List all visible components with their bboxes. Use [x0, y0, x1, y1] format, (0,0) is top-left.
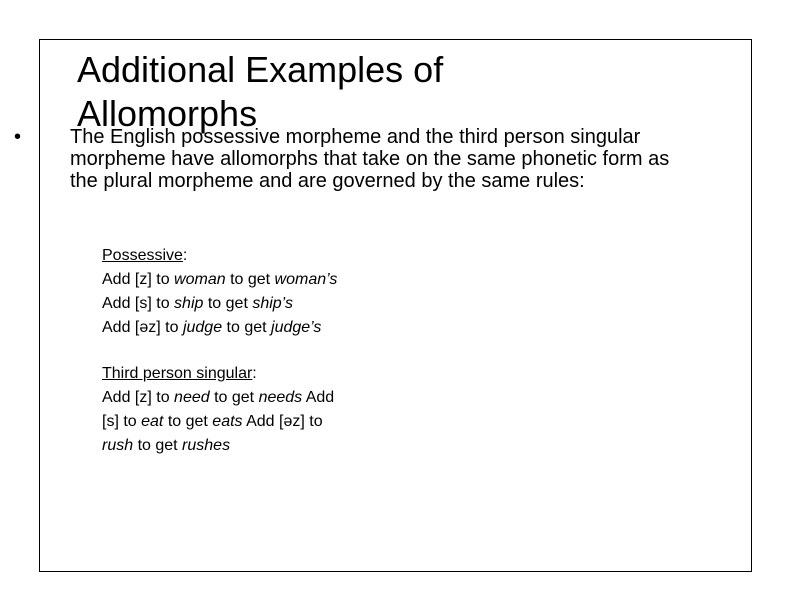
example-line: [102, 268, 422, 292]
third-person-heading-line: [102, 362, 422, 386]
example-result: woman’s: [274, 271, 338, 288]
example-text: to get: [133, 437, 183, 454]
example-result: judge’s: [271, 319, 322, 336]
possessive-examples: [102, 244, 422, 340]
example-word: rush: [102, 437, 134, 454]
bullet-text: The English possessive morpheme and the third person singular morpheme have allomorphs that take on the same phonetic form as the plural morpheme and are governed by the same rules:: [70, 126, 670, 192]
heading-colon: :: [182, 247, 188, 264]
slide-title: Additional Examples of Allomorphs: [77, 49, 444, 134]
example-text: to get: [163, 413, 213, 430]
example-word: eat: [141, 413, 164, 430]
example-text: Add [z] to: [102, 389, 175, 406]
example-result: eats: [212, 413, 243, 430]
example-text: Add [əz] to: [242, 413, 323, 430]
example-text: Add [əz] to: [102, 319, 183, 336]
example-line: [102, 316, 422, 340]
example-text: to get: [222, 319, 272, 336]
example-result: needs: [258, 389, 303, 406]
example-text: Add [z] to: [102, 271, 175, 288]
bullet-marker: •: [14, 126, 22, 148]
example-text: Add [s] to: [102, 295, 175, 312]
example-word: judge: [182, 319, 223, 336]
example-result: rushes: [182, 437, 231, 454]
third-person-examples: [102, 362, 422, 458]
third-person-paragraph: [102, 386, 347, 458]
possessive-heading: Possessive: [102, 247, 183, 264]
heading-colon: :: [252, 365, 257, 382]
example-word: ship: [174, 295, 204, 312]
example-text: to get: [203, 295, 253, 312]
example-text: to get: [209, 389, 259, 406]
example-word: need: [174, 389, 210, 406]
example-result: ship’s: [252, 295, 293, 312]
possessive-heading-line: [102, 244, 422, 268]
example-text: to get: [225, 271, 275, 288]
example-text: Add [s] to: [102, 389, 335, 430]
example-word: woman: [174, 271, 226, 288]
third-person-heading: Third person singular: [102, 365, 253, 382]
example-line: [102, 292, 422, 316]
